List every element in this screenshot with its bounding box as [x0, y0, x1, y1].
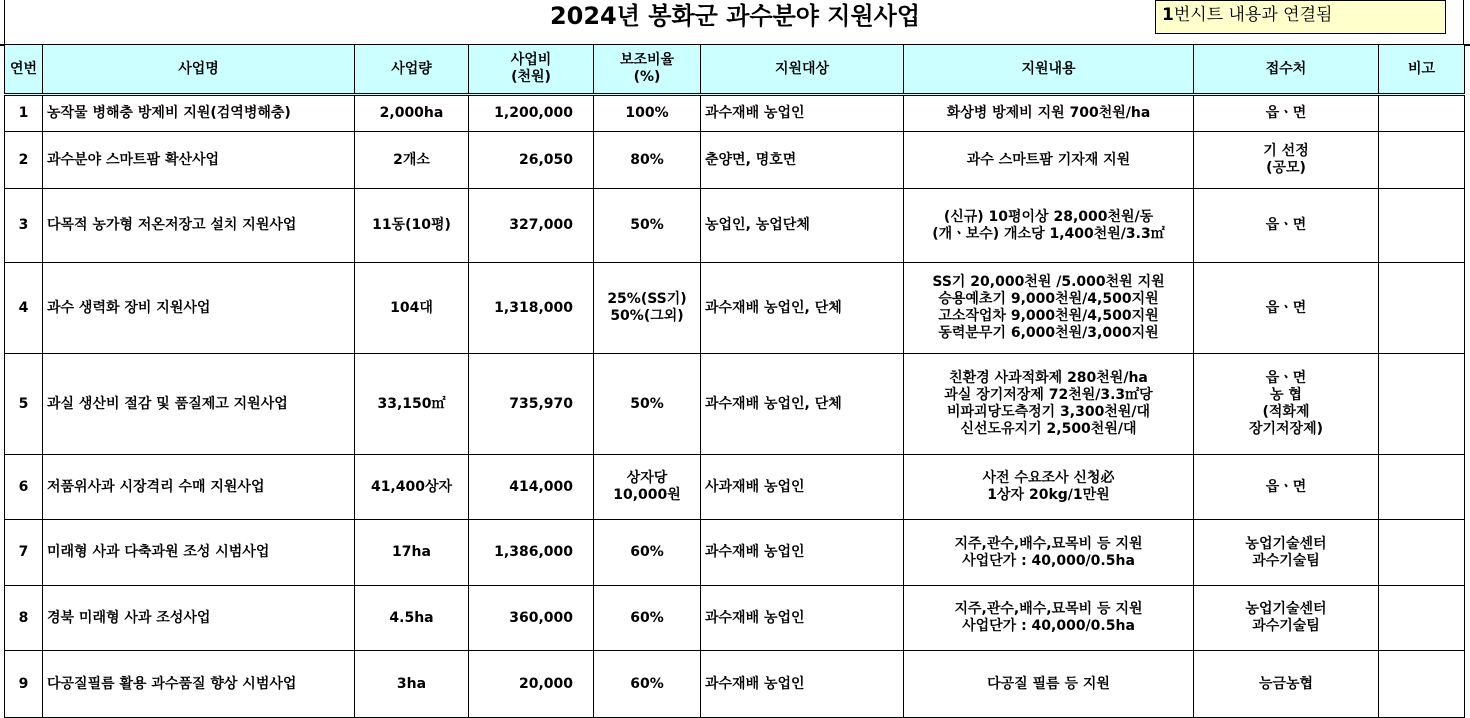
- cell-office[interactable]: [1194, 263, 1379, 354]
- office-line: 과수기술팀: [1252, 618, 1320, 634]
- cell-content[interactable]: [904, 263, 1194, 354]
- table-row: [5, 95, 1465, 132]
- cell-amount[interactable]: 3ha: [355, 651, 469, 718]
- cell-name[interactable]: 다목적 농가형 저온저장고 설치 지원사업: [43, 189, 355, 263]
- ratio-line: 25%(SS기): [607, 291, 687, 307]
- header-target[interactable]: 지원대상: [701, 45, 904, 95]
- content-line: 과수 스마트팜 기자재 지원: [966, 151, 1131, 168]
- cell-remark[interactable]: [1379, 189, 1465, 263]
- content-line: 사업단가 : 40,000/0.5ha: [962, 618, 1135, 634]
- cell-budget[interactable]: 1,318,000: [469, 263, 594, 354]
- sheet-right-border: [1463, 0, 1464, 44]
- cell-amount[interactable]: 104대: [355, 263, 469, 354]
- table-row: [5, 651, 1465, 718]
- cell-budget[interactable]: 735,970: [469, 354, 594, 455]
- table-row: [5, 520, 1465, 586]
- ratio-line: 60%: [630, 544, 664, 560]
- header-no[interactable]: 연번: [5, 45, 43, 95]
- cell-name[interactable]: 과수 생력화 장비 지원사업: [43, 263, 355, 354]
- cell-name[interactable]: 경북 미래형 사과 조성사업: [43, 586, 355, 651]
- header-remark[interactable]: 비고: [1379, 45, 1465, 95]
- cell-office[interactable]: [1194, 189, 1379, 263]
- cell-no[interactable]: 4: [5, 263, 43, 354]
- cell-no[interactable]: 9: [5, 651, 43, 718]
- ratio-line: 상자당: [626, 470, 668, 486]
- table-row: [5, 455, 1465, 520]
- cell-no[interactable]: 5: [5, 354, 43, 455]
- cell-ratio[interactable]: [594, 95, 701, 132]
- cell-ratio[interactable]: [594, 455, 701, 520]
- office-line: 기 선정: [1263, 143, 1309, 159]
- linked-sheet-note[interactable]: [1155, 0, 1446, 34]
- cell-ratio[interactable]: [594, 132, 701, 189]
- office-line: 읍ㆍ면: [1265, 299, 1307, 316]
- table-row: [5, 586, 1465, 651]
- cell-content[interactable]: [904, 520, 1194, 586]
- cell-budget[interactable]: 26,050: [469, 132, 594, 189]
- office-line: 능금농협: [1258, 675, 1314, 692]
- cell-no[interactable]: 3: [5, 189, 43, 263]
- cell-budget[interactable]: 414,000: [469, 455, 594, 520]
- office-line: 농업기술센터: [1245, 535, 1327, 552]
- ratio-line: 100%: [625, 105, 669, 121]
- content-line: 사업단가 : 40,000/0.5ha: [962, 552, 1135, 569]
- cell-no[interactable]: 2: [5, 132, 43, 189]
- cell-target[interactable]: 춘양면, 명호면: [701, 132, 904, 189]
- cell-amount[interactable]: 2,000ha: [355, 95, 469, 132]
- cell-remark[interactable]: [1379, 95, 1465, 132]
- cell-ratio[interactable]: [594, 263, 701, 354]
- ratio-line: 50%: [630, 395, 664, 412]
- content-line: 지주,관수,배수,묘목비 등 지원: [954, 535, 1143, 552]
- cell-content[interactable]: [904, 132, 1194, 189]
- content-line: 과실 장기저장제 72천원/3.3㎡당: [944, 387, 1153, 403]
- header-row: [5, 45, 1465, 95]
- cell-name[interactable]: 과수분야 스마트팜 확산사업: [43, 132, 355, 189]
- title-row: [0, 0, 1470, 46]
- cell-no[interactable]: 8: [5, 586, 43, 651]
- cell-office[interactable]: [1194, 651, 1379, 718]
- cell-content[interactable]: [904, 354, 1194, 455]
- cell-ratio[interactable]: [594, 586, 701, 651]
- ratio-line: 60%: [630, 609, 664, 626]
- content-line: 화상병 방제비 지원 700천원/ha: [946, 105, 1151, 121]
- content-line: 동력분무기 6,000천원/3,000지원: [938, 325, 1159, 341]
- cell-content[interactable]: [904, 651, 1194, 718]
- content-line: 다공질 필름 등 지원: [987, 675, 1110, 692]
- content-line: 친환경 사과적화제 280천원/ha: [949, 370, 1148, 386]
- cell-no[interactable]: 7: [5, 520, 43, 586]
- cell-remark[interactable]: [1379, 354, 1465, 455]
- cell-amount[interactable]: 4.5ha: [355, 586, 469, 651]
- cell-name[interactable]: 다공질필름 활용 과수품질 향상 시범사업: [43, 651, 355, 718]
- ratio-line: 50%: [630, 217, 664, 233]
- office-line: 장기저장제): [1248, 421, 1324, 437]
- cell-office[interactable]: [1194, 520, 1379, 586]
- cell-office[interactable]: [1194, 586, 1379, 651]
- office-line: 농업기술센터: [1245, 601, 1327, 617]
- cell-amount[interactable]: 17ha: [355, 520, 469, 586]
- table-row: [5, 189, 1465, 263]
- header-ratio-l1: 보조비율: [619, 52, 675, 68]
- header-budget[interactable]: [469, 45, 594, 95]
- cell-remark[interactable]: [1379, 132, 1465, 189]
- cell-target[interactable]: 과수재배 농업인: [701, 520, 904, 586]
- ratio-line: 50%(그외): [610, 308, 684, 324]
- cell-budget[interactable]: 327,000: [469, 189, 594, 263]
- cell-office[interactable]: [1194, 95, 1379, 132]
- cell-content[interactable]: [904, 455, 1194, 520]
- content-line: 고소작업차 9,000천원/4,500지원: [938, 308, 1159, 324]
- cell-name[interactable]: 미래형 사과 다축과원 조성 시범사업: [43, 520, 355, 586]
- cell-target[interactable]: 농업인, 농업단체: [701, 189, 904, 263]
- cell-ratio[interactable]: [594, 189, 701, 263]
- note-text: 번시트 내용과 연결됨: [1173, 5, 1333, 25]
- content-line: 1상자 20kg/1만원: [987, 487, 1110, 503]
- cell-office[interactable]: [1194, 455, 1379, 520]
- cell-amount[interactable]: 41,400상자: [355, 455, 469, 520]
- cell-name[interactable]: 저품위사과 시장격리 수매 지원사업: [43, 455, 355, 520]
- content-line: 비파괴당도측정기 3,300천원/대: [946, 404, 1151, 420]
- header-content[interactable]: 지원내용: [904, 45, 1194, 95]
- ratio-line: 80%: [630, 151, 664, 168]
- cell-no[interactable]: 1: [5, 95, 43, 132]
- ratio-line: 10,000원: [613, 487, 681, 503]
- cell-remark[interactable]: [1379, 263, 1465, 354]
- cell-target[interactable]: 과수재배 농업인: [701, 651, 904, 718]
- cell-ratio[interactable]: [594, 354, 701, 455]
- cell-budget[interactable]: 360,000: [469, 586, 594, 651]
- cell-budget[interactable]: 20,000: [469, 651, 594, 718]
- note-prefix: 1: [1162, 5, 1174, 25]
- cell-amount[interactable]: 11동(10평): [355, 189, 469, 263]
- table-row: [5, 132, 1465, 189]
- cell-office[interactable]: [1194, 354, 1379, 455]
- ratio-line: 60%: [630, 675, 664, 692]
- office-line: 읍ㆍ면: [1265, 478, 1307, 495]
- content-line: (신규) 10평이상 28,000천원/동: [943, 208, 1154, 225]
- cell-remark[interactable]: [1379, 520, 1465, 586]
- table-row: [5, 354, 1465, 455]
- content-line: 승용예초기 9,000천원/4,500지원: [938, 291, 1159, 307]
- cell-content[interactable]: [904, 189, 1194, 263]
- cell-target[interactable]: 과수재배 농업인, 단체: [701, 263, 904, 354]
- header-budget-l1: 사업비: [510, 52, 552, 68]
- header-budget-l2: (천원): [511, 69, 551, 85]
- cell-name[interactable]: 농작물 병해충 방제비 지원(검역병해충): [43, 95, 355, 132]
- office-line: 농 협: [1270, 387, 1302, 403]
- cell-ratio[interactable]: [594, 520, 701, 586]
- cell-amount[interactable]: 2개소: [355, 132, 469, 189]
- cell-budget[interactable]: 1,386,000: [469, 520, 594, 586]
- office-line: 읍ㆍ면: [1265, 105, 1307, 121]
- header-ratio[interactable]: [594, 45, 701, 95]
- table-row: [5, 263, 1465, 354]
- cell-office[interactable]: [1194, 132, 1379, 189]
- content-line: 사전 수요조사 신청必: [982, 470, 1115, 486]
- cell-content[interactable]: [904, 586, 1194, 651]
- content-line: 신선도유지기 2,500천원/대: [960, 421, 1137, 437]
- office-line: (공모): [1266, 160, 1306, 176]
- content-line: SS기 20,000천원 /5.000천원 지원: [932, 274, 1165, 290]
- cell-target[interactable]: 과수재배 농업인: [701, 95, 904, 132]
- cell-name[interactable]: 과실 생산비 절감 및 품질제고 지원사업: [43, 354, 355, 455]
- content-line: 지주,관수,배수,묘목비 등 지원: [954, 601, 1143, 617]
- office-line: 읍ㆍ면: [1265, 217, 1307, 233]
- header-amount[interactable]: 사업량: [355, 45, 469, 95]
- cell-remark[interactable]: [1379, 455, 1465, 520]
- support-project-table: [4, 44, 1465, 718]
- cell-remark[interactable]: [1379, 586, 1465, 651]
- content-line: (개ㆍ보수) 개소당 1,400천원/3.3㎡: [932, 225, 1165, 242]
- header-ratio-l2: (%): [633, 69, 661, 85]
- cell-budget[interactable]: 1,200,000: [469, 95, 594, 132]
- office-line: 과수기술팀: [1252, 552, 1320, 569]
- cell-content[interactable]: [904, 95, 1194, 132]
- header-office[interactable]: 접수처: [1194, 45, 1379, 95]
- cell-target[interactable]: 과수재배 농업인, 단체: [701, 354, 904, 455]
- cell-amount[interactable]: 33,150㎡: [355, 354, 469, 455]
- cell-remark[interactable]: [1379, 651, 1465, 718]
- office-line: 읍ㆍ면: [1265, 370, 1307, 386]
- cell-target[interactable]: 사과재배 농업인: [701, 455, 904, 520]
- cell-no[interactable]: 6: [5, 455, 43, 520]
- office-line: (적화제: [1262, 404, 1310, 420]
- cell-target[interactable]: 과수재배 농업인: [701, 586, 904, 651]
- cell-ratio[interactable]: [594, 651, 701, 718]
- header-name[interactable]: 사업명: [43, 45, 355, 95]
- page-title: 2024년 봉화군 과수분야 지원사업: [549, 2, 921, 30]
